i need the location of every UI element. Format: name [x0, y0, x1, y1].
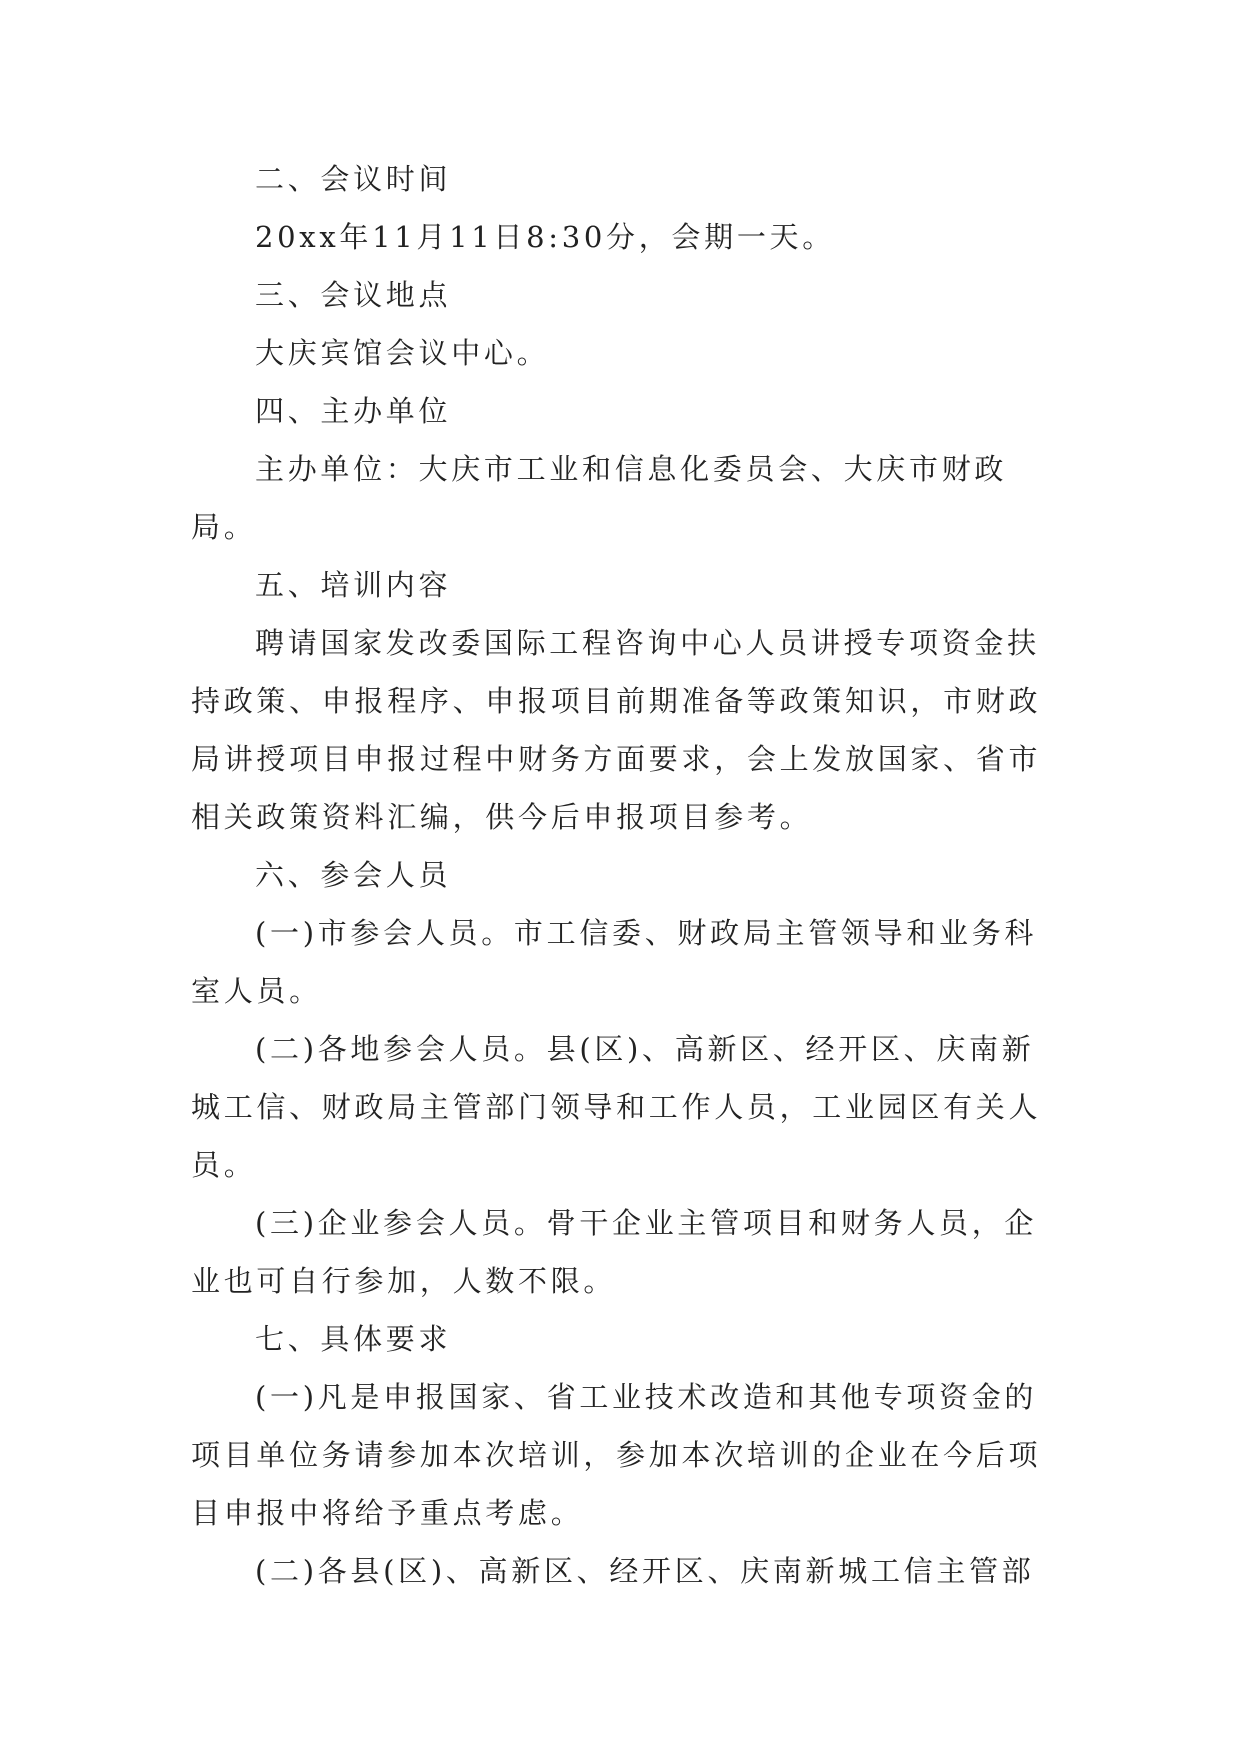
requirement-two-text: (二)各县(区)、高新区、经开区、庆南新城工信主管部 — [255, 1554, 1035, 1588]
heading-training-content: 五、培训内容 — [255, 568, 452, 602]
requirement-one-text: (一)凡是申报国家、省工业技术改造和其他专项资金的项目单位务请参加本次培训，参加本次培训的企业在今后项目申报中将给予重点考虑。 — [191, 1380, 1042, 1530]
attendees-city-text: (一)市参会人员。市工信委、财政局主管领导和业务科室人员。 — [191, 916, 1038, 1008]
heading-organizer: 四、主办单位 — [255, 394, 452, 428]
training-content-text: 聘请国家发改委国际工程咨询中心人员讲授专项资金扶持政策、申报程序、申报项目前期准备等政策知识，市财政局讲授项目申报过程中财务方面要求，会上发放国家、省市相关政策资料汇编，供今后申报项目参考。 — [191, 626, 1042, 834]
heading-meeting-time: 二、会议时间 — [255, 162, 452, 196]
organizer-text: 主办单位：大庆市工业和信息化委员会、大庆市财政局。 — [191, 452, 1008, 544]
meeting-location-text: 大庆宾馆会议中心。 — [255, 336, 550, 370]
heading-requirements: 七、具体要求 — [255, 1322, 452, 1356]
attendees-enterprise-text: (三)企业参会人员。骨干企业主管项目和财务人员，企业也可自行参加，人数不限。 — [191, 1206, 1038, 1298]
attendees-local-text: (二)各地参会人员。县(区)、高新区、经开区、庆南新城工信、财政局主管部门领导和工作人员，工业园区有关人员。 — [191, 1032, 1042, 1182]
heading-attendees: 六、参会人员 — [255, 858, 452, 892]
heading-meeting-location: 三、会议地点 — [255, 278, 452, 312]
document-body — [191, 150, 1051, 1600]
meeting-time-text: 20xx年11月11日8:30分，会期一天。 — [255, 220, 835, 254]
